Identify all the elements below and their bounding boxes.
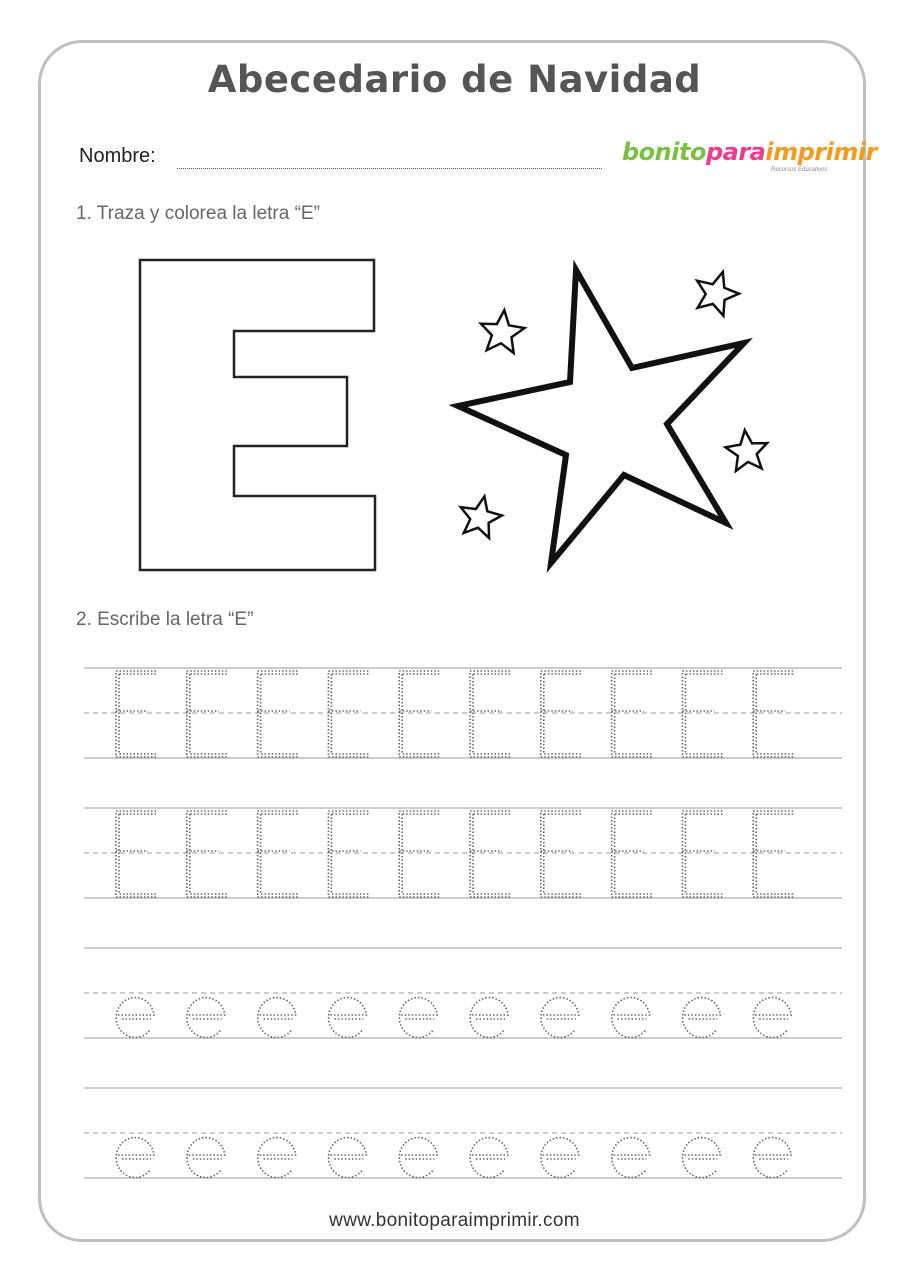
practice-row[interactable]	[84, 948, 842, 1038]
trace-letter-upper	[399, 811, 441, 897]
trace-letter-upper	[753, 671, 795, 757]
trace-letter-lower	[329, 1138, 367, 1178]
logo-part-2: para	[705, 138, 766, 166]
trace-letter-lower	[399, 1138, 437, 1178]
trace-letter-lower	[258, 1138, 296, 1178]
trace-letter-upper	[187, 671, 229, 757]
trace-letter-upper	[612, 811, 654, 897]
trace-letter-lower	[683, 998, 721, 1038]
trace-letter-lower	[683, 1138, 721, 1178]
trace-letter-upper	[116, 811, 158, 897]
logo-part-1: bonito	[622, 138, 706, 166]
big-letter-e-outline[interactable]	[140, 260, 375, 570]
practice-row[interactable]	[84, 808, 842, 898]
trace-letter-upper	[328, 671, 370, 757]
trace-letter-lower	[753, 998, 791, 1038]
logo-part-3: imprimir	[765, 138, 877, 166]
name-label: Nombre:	[79, 145, 156, 167]
trace-letter-upper	[541, 811, 583, 897]
footer-url: www.bonitoparaimprimir.com	[329, 1210, 580, 1231]
trace-letter-upper	[753, 811, 795, 897]
instruction-write: 2. Escribe la letra “E”	[76, 609, 254, 630]
trace-letter-upper	[541, 671, 583, 757]
trace-letter-lower	[753, 1138, 791, 1178]
trace-letter-upper	[399, 671, 441, 757]
trace-letter-upper	[682, 811, 724, 897]
trace-letter-lower	[329, 998, 367, 1038]
practice-row[interactable]	[84, 1088, 842, 1178]
trace-letter-upper	[470, 671, 512, 757]
trace-letter-lower	[187, 998, 225, 1038]
trace-letter-lower	[470, 1138, 508, 1178]
trace-letter-lower	[258, 998, 296, 1038]
trace-letter-lower	[116, 1138, 154, 1178]
small-star-icon	[461, 496, 502, 538]
trace-letter-lower	[470, 998, 508, 1038]
trace-letter-upper	[187, 811, 229, 897]
trace-letter-upper	[328, 811, 370, 897]
small-star-icon	[697, 272, 739, 316]
trace-letter-upper	[258, 671, 300, 757]
trace-letter-lower	[541, 1138, 579, 1178]
instruction-trace: 1. Traza y colorea la letra “E”	[76, 203, 320, 224]
small-star-icon	[481, 310, 525, 353]
trace-letter-upper	[470, 811, 512, 897]
trace-letter-lower	[612, 1138, 650, 1178]
small-star-icon	[726, 430, 768, 471]
trace-letter-lower	[399, 998, 437, 1038]
practice-row[interactable]	[84, 668, 842, 758]
trace-letter-upper	[116, 671, 158, 757]
logo-subtitle: Recursos Educativos	[771, 167, 828, 173]
trace-letter-upper	[612, 671, 654, 757]
page-title: Abecedario de Navidad	[207, 58, 702, 101]
trace-letter-lower	[187, 1138, 225, 1178]
trace-letter-lower	[116, 998, 154, 1038]
trace-letter-lower	[541, 998, 579, 1038]
trace-letter-lower	[612, 998, 650, 1038]
trace-letter-upper	[258, 811, 300, 897]
trace-letter-upper	[682, 671, 724, 757]
